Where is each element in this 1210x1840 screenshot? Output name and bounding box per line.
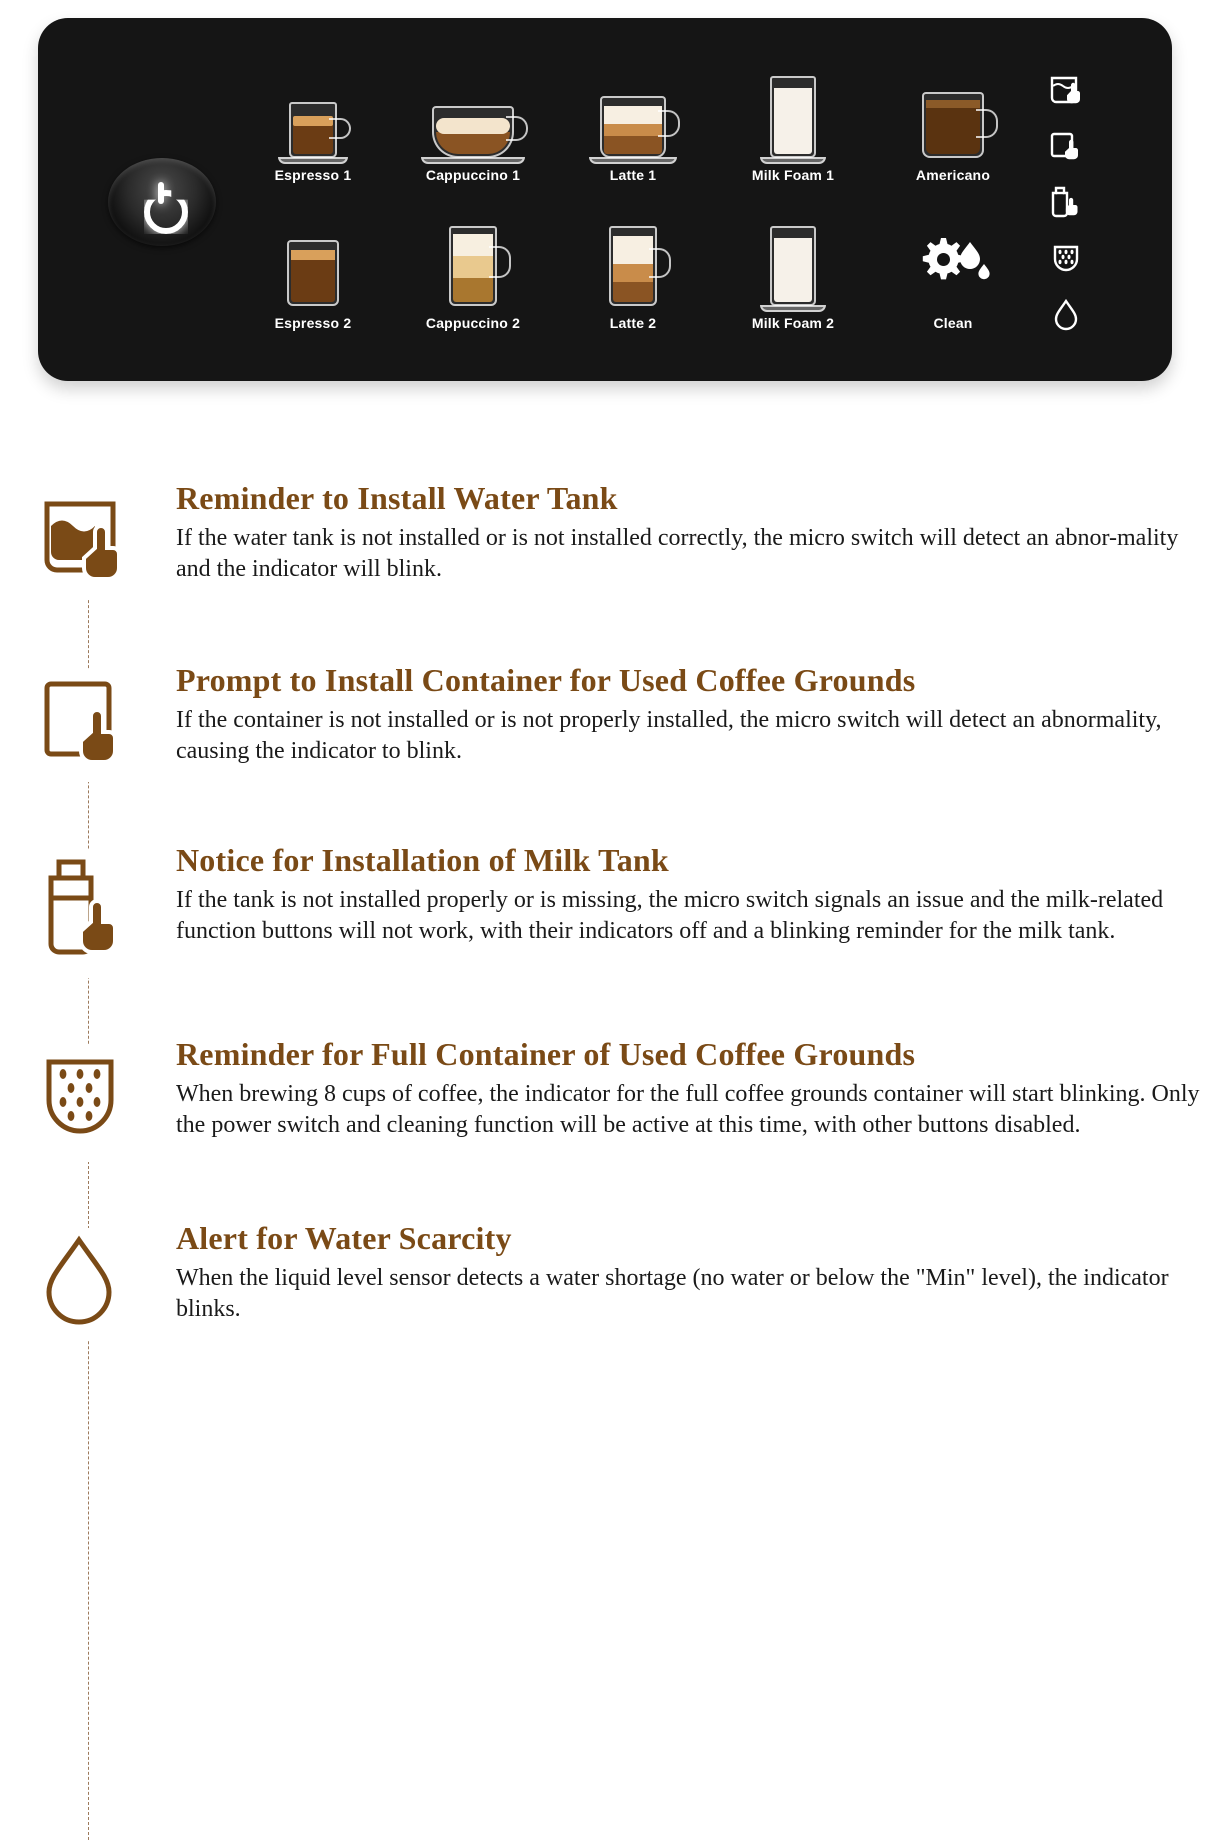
americano-mug-icon bbox=[878, 66, 1028, 158]
feature-text bbox=[176, 842, 1210, 947]
drink-button-milk-foam-1[interactable] bbox=[718, 66, 868, 183]
coffee-grounds-container-icon[interactable] bbox=[1046, 126, 1086, 166]
feature-body: If the water tank is not installed or is not installed correctly, the micro switch will detect an abnor-mality and the indicator will blink. bbox=[176, 525, 1179, 583]
control-panel bbox=[38, 18, 1172, 381]
feature-body: If the tank is not installed properly or is missing, the micro switch signals an issue and the milk-related function buttons will not work, with their indicators off and a blinking reminder for the milk tank. bbox=[176, 887, 1164, 945]
latte-glass-icon bbox=[558, 214, 708, 306]
milk-foam-glass-icon bbox=[718, 66, 868, 158]
drink-label: Clean bbox=[933, 315, 973, 331]
drink-button-grid bbox=[238, 66, 1028, 356]
drink-button-latte-2[interactable] bbox=[558, 214, 708, 331]
drink-label: Milk Foam 2 bbox=[751, 315, 835, 331]
espresso-cup-icon bbox=[238, 66, 388, 158]
feature-body: When the liquid level sensor detects a water shortage (no water or below the "Min" level), the indicator blinks. bbox=[176, 1265, 1169, 1323]
water-drop-icon[interactable] bbox=[1046, 294, 1086, 334]
feature-icon bbox=[0, 1220, 176, 1340]
feature-text bbox=[176, 662, 1210, 767]
feature-title: Notice for Installation of Milk Tank bbox=[176, 842, 669, 878]
feature-text bbox=[176, 480, 1210, 585]
drink-button-americano[interactable] bbox=[878, 66, 1028, 183]
feature-text bbox=[176, 1220, 1210, 1325]
coffee-grounds-container-icon bbox=[33, 670, 143, 782]
feature-icon bbox=[0, 842, 176, 978]
water-tank-icon[interactable] bbox=[1046, 70, 1086, 110]
gear-water-drop-icon bbox=[878, 214, 1028, 306]
feature-title: Reminder for Full Container of Used Coffee Grounds bbox=[176, 1036, 916, 1072]
drink-label: Espresso 1 bbox=[274, 167, 352, 183]
feature-item bbox=[0, 480, 1210, 600]
feature-body: If the container is not installed or is not properly installed, the micro switch will detect an abnormality, causing the indicator to blink. bbox=[176, 707, 1162, 765]
drink-label: Espresso 2 bbox=[274, 315, 352, 331]
feature-title: Reminder to Install Water Tank bbox=[176, 480, 618, 516]
feature-item bbox=[0, 1220, 1210, 1340]
feature-list bbox=[0, 480, 1210, 1356]
full-grounds-container-icon[interactable] bbox=[1046, 238, 1086, 278]
drink-label: Cappuccino 1 bbox=[425, 167, 521, 183]
water-drop-icon bbox=[33, 1228, 143, 1340]
feature-icon bbox=[0, 662, 176, 782]
drink-button-cappuccino-2[interactable] bbox=[398, 214, 548, 331]
drink-button-espresso-2[interactable] bbox=[238, 214, 388, 331]
drink-button-latte-1[interactable] bbox=[558, 66, 708, 183]
drink-label: Milk Foam 1 bbox=[751, 167, 835, 183]
drink-button-cappuccino-1[interactable] bbox=[398, 66, 548, 183]
latte-cup-icon bbox=[558, 66, 708, 158]
milk-foam-tall-glass-icon bbox=[718, 214, 868, 306]
power-button[interactable] bbox=[108, 158, 216, 246]
drink-button-espresso-1[interactable] bbox=[238, 66, 388, 183]
full-grounds-container-icon bbox=[33, 1044, 143, 1162]
feature-title: Prompt to Install Container for Used Coffee Grounds bbox=[176, 662, 916, 698]
status-indicator-column bbox=[1038, 70, 1094, 334]
feature-item bbox=[0, 1036, 1210, 1162]
drink-button-milk-foam-2[interactable] bbox=[718, 214, 868, 331]
milk-tank-icon bbox=[33, 850, 143, 978]
feature-item bbox=[0, 662, 1210, 782]
cappuccino-glass-icon bbox=[398, 214, 548, 306]
water-tank-icon bbox=[33, 488, 143, 600]
feature-title: Alert for Water Scarcity bbox=[176, 1220, 512, 1256]
power-icon bbox=[142, 182, 182, 222]
feature-text bbox=[176, 1036, 1210, 1141]
cappuccino-cup-icon bbox=[398, 66, 548, 158]
milk-tank-icon[interactable] bbox=[1046, 182, 1086, 222]
feature-icon bbox=[0, 480, 176, 600]
feature-body: When brewing 8 cups of coffee, the indicator for the full coffee grounds container will start blinking. Only the power switch and cleaning function will be active at this time, with other buttons disabled. bbox=[176, 1081, 1200, 1139]
espresso-glass-icon bbox=[238, 214, 388, 306]
feature-item bbox=[0, 842, 1210, 978]
feature-icon bbox=[0, 1036, 176, 1162]
drink-label: Americano bbox=[915, 167, 991, 183]
drink-label: Latte 1 bbox=[609, 167, 657, 183]
drink-button-clean[interactable] bbox=[878, 214, 1028, 331]
drink-label: Cappuccino 2 bbox=[425, 315, 521, 331]
drink-label: Latte 2 bbox=[609, 315, 657, 331]
